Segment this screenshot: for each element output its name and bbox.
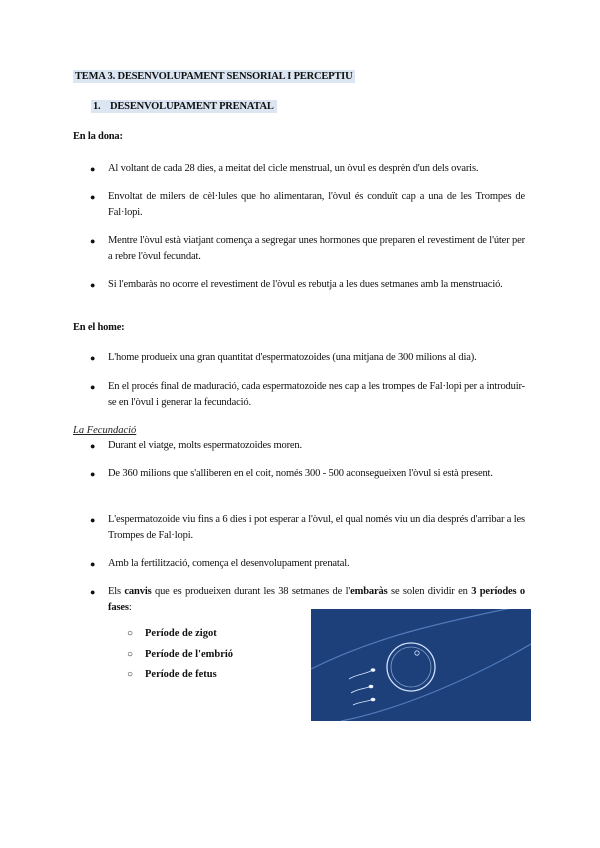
list-item: ● Envoltat de milers de cèl·lules que ho alimentaran, l'òvul és conduït cap a una de les Trompes de Fal·lopi. bbox=[90, 191, 525, 218]
phase-item: ○ Període de fetus bbox=[127, 669, 217, 680]
heading-woman: En la dona: bbox=[73, 131, 123, 142]
bullet-icon: ● bbox=[90, 441, 96, 451]
subtitle-text: DESENVOLUPAMENT PRENATAL bbox=[110, 101, 274, 112]
list-item: ● Si l'embaràs no ocorre el revestiment de l'òvul es rebutja a les dues setmanes amb la menstruació. bbox=[90, 277, 525, 293]
subtitle-number: 1. bbox=[93, 101, 101, 112]
phase-item: ○ Període de l'embrió bbox=[127, 649, 234, 660]
bullet-icon: ● bbox=[90, 382, 96, 392]
section-subtitle bbox=[91, 100, 277, 113]
list-item: ● Mentre l'òvul està viatjant comença a segregar unes hormones que preparen el revestiment de l'úter per a rebre l'òvul fecundat. bbox=[90, 235, 525, 262]
bullet-icon: ● bbox=[90, 469, 96, 479]
list-item: ● En el procés final de maduració, cada espermatozoide nes cap a les trompes de Fal·lopi per a introduir-se en l'òvul i generar la fecundació. bbox=[90, 381, 526, 408]
bullet-icon: ● bbox=[90, 515, 96, 525]
hollow-circle-icon: ○ bbox=[127, 669, 134, 680]
list-item: ● Al voltant de cada 28 dies, a meitat del cicle menstrual, un òvul es desprèn d'un dels ovaris. bbox=[90, 161, 525, 177]
fertilization-illustration-icon bbox=[311, 609, 531, 721]
bullet-icon: ● bbox=[90, 280, 96, 290]
hollow-circle-icon: ○ bbox=[127, 628, 134, 639]
bullet-icon: ● bbox=[90, 236, 96, 246]
phase-item: ○ Període de zigot bbox=[127, 628, 217, 639]
bullet-icon: ● bbox=[90, 353, 96, 363]
list-item: ● Els canvis que es produeixen durant les 38 setmanes de l'embaràs se solen dividir en 3 períodes o fases: bbox=[90, 586, 525, 613]
bullet-icon: ● bbox=[90, 192, 96, 202]
list-item: ● Durant el viatge, molts espermatozoides moren. bbox=[90, 438, 525, 454]
bullet-icon: ● bbox=[90, 164, 96, 174]
list-item: ● De 360 milions que s'alliberen en el coit, només 300 - 500 aconsegueixen l'òvul si està present. bbox=[90, 466, 525, 482]
bullet-icon: ● bbox=[90, 559, 96, 569]
document-title: TEMA 3. DESENVOLUPAMENT SENSORIAL I PERCEPTIU bbox=[73, 70, 355, 83]
heading-fecundacio: La Fecundació bbox=[73, 425, 137, 436]
bullet-icon: ● bbox=[90, 587, 96, 597]
hollow-circle-icon: ○ bbox=[127, 649, 134, 660]
list-item: ● Amb la fertilització, comença el desenvolupament prenatal. bbox=[90, 556, 525, 572]
list-item: ● L'espermatozoide viu fins a 6 dies i pot esperar a l'òvul, el qual només viu un dia després d'arribar a les Trompes de Fal·lopi. bbox=[90, 514, 525, 541]
heading-man: En el home: bbox=[73, 322, 125, 333]
list-item: ● L'home produeix una gran quantitat d'espermatozoides (una mitjana de 300 milions al dia). bbox=[90, 350, 525, 366]
